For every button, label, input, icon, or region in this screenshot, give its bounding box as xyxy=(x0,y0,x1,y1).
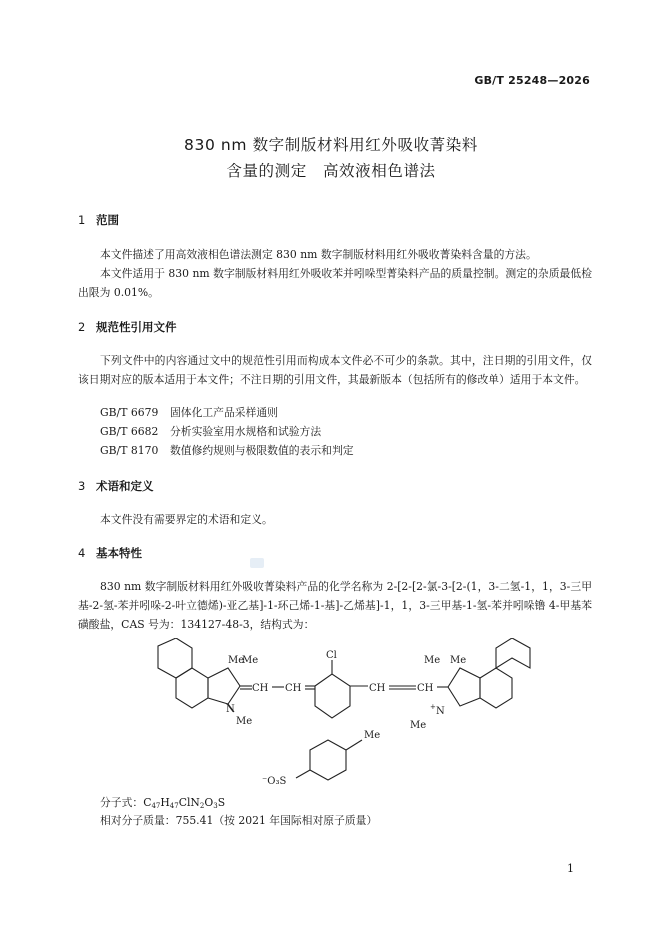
section-4-paragraph-1: 830 nm 数字制版材料用红外吸收菁染料产品的化学名称为 2-[2-[2-氯-3-[2-(1，3-二氢-1，1，3-三甲基-2-氢-苯并吲哚-2-叶立德烯)-亚乙基]-1-环己烯-1-基]-乙烯基]-1，1，3-三甲基-1-氢-苯并吲哚镥 4-甲基苯磺酸盐，CAS 号为：134127-48-3，结构式为： xyxy=(78,580,592,631)
reference-item xyxy=(100,424,321,439)
formula-label: 分子式： xyxy=(100,796,144,809)
structure-label: Me xyxy=(424,655,441,666)
structure-label: Me xyxy=(364,730,381,741)
structure-label: N xyxy=(226,704,235,715)
reference-title: 数值修约规则与极限数值的表示和判定 xyxy=(170,444,354,457)
reference-title: 固体化工产品采样通则 xyxy=(170,406,278,419)
standard-code: GB/T 25248—2026 xyxy=(474,74,590,87)
formula-part: O xyxy=(204,796,214,809)
ring xyxy=(208,668,240,704)
ring xyxy=(158,638,192,678)
section-1-heading xyxy=(78,212,119,228)
reference-code: GB/T 6682 xyxy=(100,425,159,438)
reference-item xyxy=(100,405,278,420)
section-1-paragraph-1: 本文件描述了用高效液相色谱法测定 830 nm 数字制版材料用红外吸收菁染料含量的方法。 xyxy=(100,248,537,261)
section-2-heading xyxy=(78,319,177,335)
formula-part: H xyxy=(160,796,170,809)
document-title-line2: 含量的测定 高效液相色谱法 xyxy=(226,162,436,180)
structure-label: Me xyxy=(236,716,253,727)
structure-label: Me xyxy=(450,655,467,666)
formula-subscript: 2 xyxy=(199,802,205,810)
watermark-logo xyxy=(250,558,264,568)
structure-label: N xyxy=(436,706,445,717)
formula-subscript: 3 xyxy=(213,802,218,810)
formula-part: S xyxy=(217,796,226,809)
structure-label: + xyxy=(430,703,436,711)
reference-code: GB/T 8170 xyxy=(100,444,159,457)
reference-code: GB/T 6679 xyxy=(100,406,159,419)
section-title: 范围 xyxy=(96,213,119,227)
section-number: 4 xyxy=(78,546,86,560)
document-title-line1: 830 nm 数字制版材料用红外吸收菁染料 xyxy=(184,136,478,154)
section-title: 基本特性 xyxy=(96,546,142,560)
ring xyxy=(315,674,350,718)
structure-label: CH xyxy=(417,683,434,694)
section-3-heading xyxy=(78,478,154,494)
section-4-heading xyxy=(78,545,142,561)
molecular-weight: 相对分子质量：755.41（按 2021 年国际相对原子质量） xyxy=(100,814,378,827)
formula-part: ClN xyxy=(178,796,200,809)
formula-subscript: 47 xyxy=(169,802,179,810)
structure-label: Me xyxy=(410,720,427,731)
structure-label: Cl xyxy=(326,650,337,661)
formula-part: C xyxy=(143,796,152,809)
formula-subscript: 47 xyxy=(151,802,161,810)
structure-label: ⁻O₃S xyxy=(262,776,287,787)
page-number: 1 xyxy=(567,862,574,875)
section-2-paragraph-1: 下列文件中的内容通过文中的规范性引用而构成本文件必不可少的条款。其中，注日期的引用文件，仅该日期对应的版本适用于本文件；不注日期的引用文件，其最新版本（包括所有的修改单）适用于本文件。 xyxy=(78,354,592,386)
structure-label: CH xyxy=(369,683,386,694)
reference-item xyxy=(100,443,354,458)
structure-label: Me xyxy=(228,655,245,666)
ring xyxy=(176,668,208,708)
section-number: 3 xyxy=(78,479,86,493)
section-title: 规范性引用文件 xyxy=(96,320,177,334)
structure-label: CH xyxy=(285,683,302,694)
section-number: 1 xyxy=(78,213,86,227)
section-1-paragraph-2: 本文件适用于 830 nm 数字制版材料用红外吸收苯并吲哚型菁染料产品的质量控制。测定的杂质最低检出限为 0.01%。 xyxy=(78,267,592,299)
structural-formula xyxy=(140,638,560,788)
ring xyxy=(496,638,530,668)
reference-title: 分析实验室用水规格和试验方法 xyxy=(170,425,322,438)
section-3-paragraph-1: 本文件没有需要界定的术语和定义。 xyxy=(100,513,273,526)
structure-label: Me xyxy=(242,655,259,666)
structure-label: CH xyxy=(252,683,269,694)
ring xyxy=(448,668,480,706)
ring xyxy=(310,740,346,780)
ring xyxy=(480,668,512,708)
section-title: 术语和定义 xyxy=(96,479,154,493)
section-number: 2 xyxy=(78,320,86,334)
